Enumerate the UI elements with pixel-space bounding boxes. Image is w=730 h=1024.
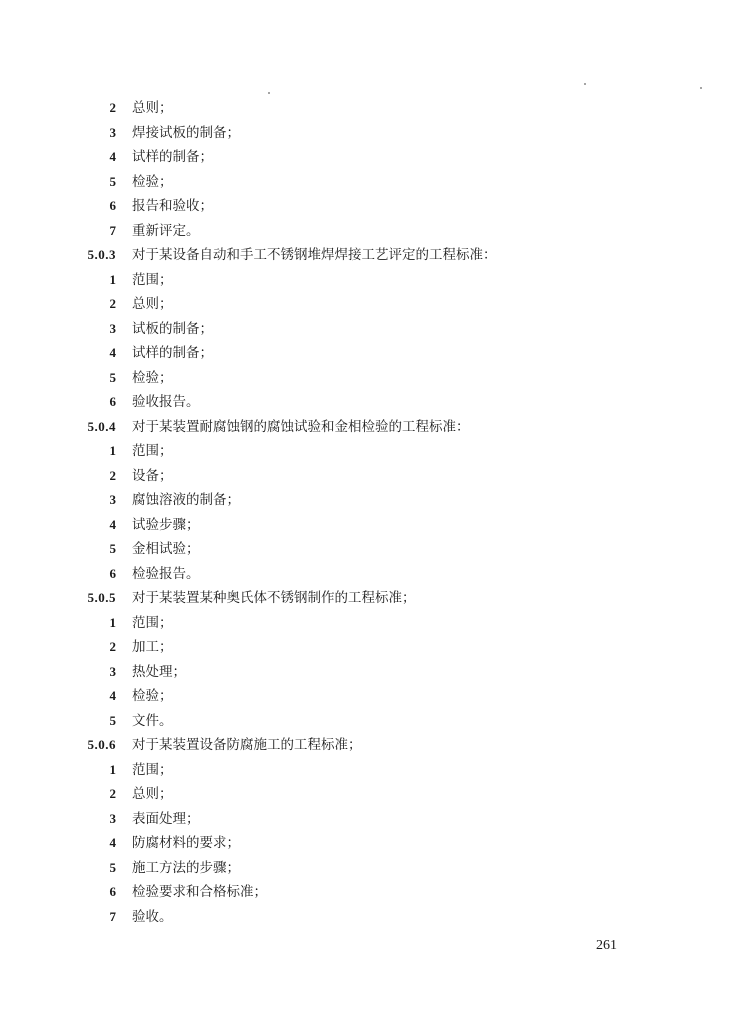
item-text: 施工方法的步骤；	[132, 859, 240, 876]
list-item	[0, 439, 730, 464]
list-item	[0, 782, 730, 807]
item-number: 2	[109, 467, 116, 483]
list-item	[0, 488, 730, 513]
list-item	[0, 856, 730, 881]
item-number: 7	[109, 908, 116, 924]
list-item	[0, 709, 730, 734]
section-title: 对于某装置某种奥氏体不锈钢制作的工程标准；	[132, 590, 416, 606]
item-text: 试板的制备；	[132, 320, 213, 337]
item-number: 4	[109, 835, 116, 850]
item-number: 1	[109, 761, 116, 777]
item-number: 2	[109, 296, 116, 311]
item-text: 加工；	[132, 639, 173, 655]
item-number: 3	[109, 492, 116, 507]
list-item	[0, 758, 730, 783]
scan-speck	[268, 92, 270, 94]
item-number: 2	[109, 786, 116, 801]
list-item	[0, 219, 730, 244]
item-text: 总则；	[132, 786, 173, 802]
list-item	[0, 660, 730, 685]
list-item	[0, 905, 730, 930]
item-text: 防腐材料的要求；	[132, 835, 240, 851]
list-item	[0, 831, 730, 856]
item-text: 重新评定。	[132, 222, 200, 239]
section-heading	[0, 243, 730, 268]
item-number: 6	[109, 198, 116, 213]
item-number: 2	[109, 639, 116, 654]
section-title: 对于某设备自动和手工不锈钢堆焊焊接工艺评定的工程标准：	[132, 247, 497, 263]
list-item	[0, 611, 730, 636]
item-text: 总则；	[132, 100, 173, 116]
item-text: 范围；	[132, 614, 173, 631]
item-number: 4	[109, 345, 116, 360]
list-item	[0, 121, 730, 146]
list-item	[0, 635, 730, 660]
section-number: 5.0.6	[87, 737, 116, 752]
item-number: 3	[109, 663, 116, 679]
section-number: 5.0.3	[87, 247, 116, 262]
item-number: 5	[109, 173, 116, 189]
item-number: 3	[109, 320, 116, 336]
item-text: 试样的制备；	[132, 149, 213, 165]
item-text: 验收报告。	[132, 394, 200, 410]
item-text: 设备；	[132, 467, 173, 484]
item-text: 报告和验收；	[132, 198, 213, 214]
item-text: 腐蚀溶液的制备；	[132, 492, 240, 508]
section-title: 对于某装置耐腐蚀钢的腐蚀试验和金相检验的工程标准：	[132, 418, 470, 435]
list-item	[0, 390, 730, 415]
item-number: 1	[109, 614, 116, 630]
list-item	[0, 145, 730, 170]
item-number: 5	[109, 859, 116, 875]
list-item	[0, 366, 730, 391]
item-text: 检验；	[132, 369, 173, 386]
list-item	[0, 562, 730, 587]
item-number: 5	[109, 541, 116, 556]
list-item	[0, 880, 730, 905]
item-text: 验收。	[132, 908, 173, 925]
section-heading	[0, 586, 730, 611]
item-text: 检验要求和合格标准；	[132, 884, 267, 900]
item-number: 4	[109, 516, 116, 532]
item-text: 检验；	[132, 173, 173, 190]
item-number: 6	[109, 565, 116, 581]
item-text: 文件。	[132, 712, 173, 729]
item-text: 热处理；	[132, 663, 186, 680]
section-number: 5.0.4	[87, 418, 116, 434]
list-item	[0, 194, 730, 219]
item-number: 1	[109, 271, 116, 287]
section-heading	[0, 415, 730, 440]
item-number: 2	[109, 100, 116, 115]
item-text: 焊接试板的制备；	[132, 124, 240, 141]
list-item	[0, 170, 730, 195]
list-item	[0, 341, 730, 366]
item-number: 3	[109, 124, 116, 140]
list-item	[0, 96, 730, 121]
section-heading	[0, 733, 730, 758]
item-text: 检验报告。	[132, 565, 200, 582]
item-number: 6	[109, 394, 116, 409]
page-number: 261	[596, 938, 617, 953]
list-item	[0, 684, 730, 709]
item-number: 5	[109, 712, 116, 728]
item-number: 1	[109, 443, 116, 458]
item-text: 试验步骤；	[132, 516, 200, 533]
item-text: 范围；	[132, 443, 173, 459]
item-text: 金相试验；	[132, 541, 200, 557]
list-item	[0, 464, 730, 489]
section-number: 5.0.5	[87, 590, 116, 605]
list-item	[0, 292, 730, 317]
item-text: 检验；	[132, 688, 173, 704]
list-item	[0, 537, 730, 562]
scan-speck	[700, 87, 702, 89]
item-text: 范围；	[132, 761, 173, 778]
list-item	[0, 807, 730, 832]
section-title: 对于某装置设备防腐施工的工程标准；	[132, 737, 362, 753]
list-item	[0, 513, 730, 538]
list-item	[0, 317, 730, 342]
item-number: 3	[109, 810, 116, 826]
item-number: 6	[109, 884, 116, 899]
list-body	[0, 96, 730, 929]
list-item	[0, 268, 730, 293]
item-number: 5	[109, 369, 116, 385]
item-text: 试样的制备；	[132, 345, 213, 361]
item-text: 总则；	[132, 296, 173, 312]
item-text: 范围；	[132, 271, 173, 288]
scan-speck	[584, 83, 586, 85]
item-number: 4	[109, 688, 116, 703]
item-number: 7	[109, 222, 116, 238]
item-text: 表面处理；	[132, 810, 200, 827]
item-number: 4	[109, 149, 116, 164]
